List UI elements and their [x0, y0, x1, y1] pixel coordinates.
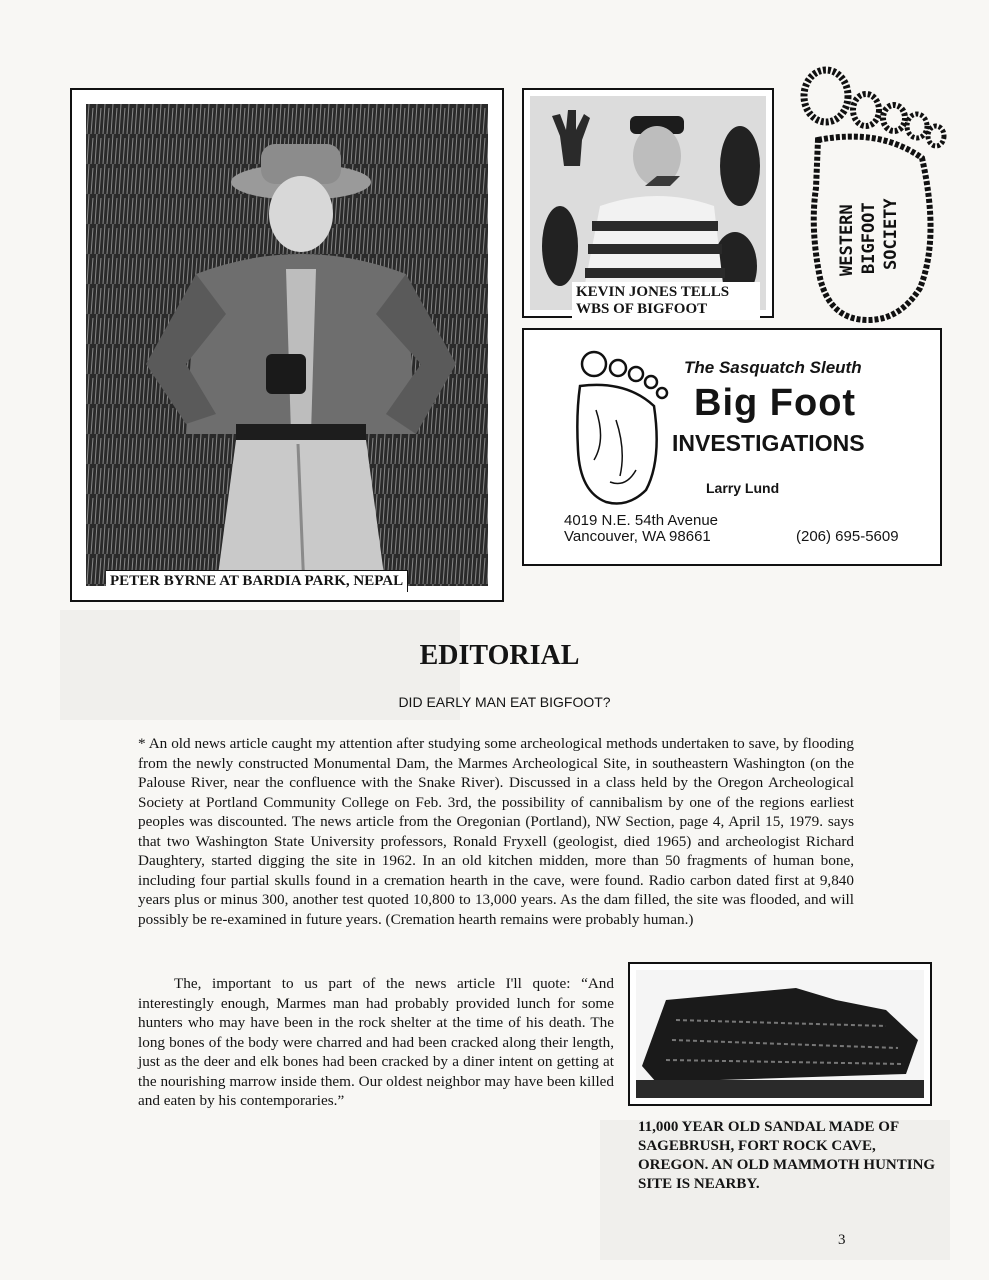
footprint-icon	[566, 350, 676, 510]
ad-subtitle: The Sasquatch Sleuth	[684, 358, 862, 377]
editorial-title: EDITORIAL	[419, 640, 580, 671]
sandal-photo-image	[636, 970, 924, 1098]
editorial-subtitle: DID EARLY MAN EAT BIGFOOT?	[398, 694, 611, 710]
ad-phone: (206) 695-5609	[796, 528, 899, 545]
byrne-photo-image	[86, 104, 488, 586]
ad-title: Big Foot	[694, 382, 857, 424]
logo-line-society: SOCIETY	[881, 198, 901, 270]
logo-line-western: WESTERN	[837, 204, 857, 276]
byrne-photo	[86, 104, 488, 586]
sandal-photo-caption: 11,000 YEAR OLD SANDAL MADE OF SAGEBRUSH, FORT ROCK CAVE, OREGON. AN OLD MAMMOTH HUNTING SITE IS NEARBY.	[638, 1119, 936, 1192]
editorial-paragraph-2: The, important to us part of the news article I'll quote: “And interestingly enough, Marmes man had probably provided lunch for some hunters who may have been in the rock shelter at the time of his death. The long bones of the body were charred and had been cracked along their length, just as the deer and elk bones had been cracked by a diner intent on getting at the nourishing marrow inside them. Our oldest neighbor may have been killed and eaten by his contemporaries.”	[138, 975, 614, 1109]
ad-address-line1: 4019 N.E. 54th Avenue	[564, 512, 719, 529]
page-number: 3	[838, 1232, 846, 1248]
western-bigfoot-society-logo	[790, 58, 950, 328]
byrne-photo-caption: PETER BYRNE AT BARDIA PARK, NEPAL	[106, 570, 408, 592]
editorial-heading	[0, 640, 989, 672]
kevin-caption-line2: WBS OF BIGFOOT	[576, 301, 708, 317]
byrne-photo-frame	[70, 88, 504, 602]
kevin-photo-caption	[572, 282, 760, 320]
logo-line-bigfoot: BIGFOOT	[859, 202, 879, 274]
ad-address-line2: Vancouver, WA 98661	[564, 528, 711, 545]
editorial-paragraph-1: * An old news article caught my attention after studying some archeological methods undertaken to save, by flooding from the newly constructed Monumental Dam, the Marmes Archeological Site, in southeastern Washington (on the Palouse River, near the confluence with the Snake River). Discussed in a class held by the Oregon Archeological Society at Portland Community College on Feb. 3rd, the possibility of cannibalism by one of the regions earliest peoples was discounted. The news article from the Oregonian (Portland), NW Section, page 4, April 15, 1979. says that two Washington State University professors, Ronald Fryxell (geologist, died 1965) and archeologist Richard Daughtery, started digging the site in 1962. In an old kitchen midden, more than 50 fragments of human bone, including four partial skulls found in a cremation hearth in the cave, were found. Radio carbon dated first at 9,840 years plus or minus 300, another test quoted 10,800 to 13,000 years. As the dam filled, the site was flooded, and will possibly be re-examined in future years. (Cremation hearth remains were probably human.)	[138, 735, 854, 928]
sandal-photo	[636, 970, 924, 1098]
kevin-photo-image	[530, 96, 766, 310]
ad-title-investigations: INVESTIGATIONS	[672, 430, 865, 456]
bigfoot-investigations-ad	[522, 328, 942, 566]
sandal-photo-frame	[628, 962, 932, 1106]
ad-contact-name: Larry Lund	[706, 480, 780, 496]
kevin-photo	[530, 96, 766, 310]
kevin-caption-line1: KEVIN JONES TELLS	[576, 284, 730, 300]
